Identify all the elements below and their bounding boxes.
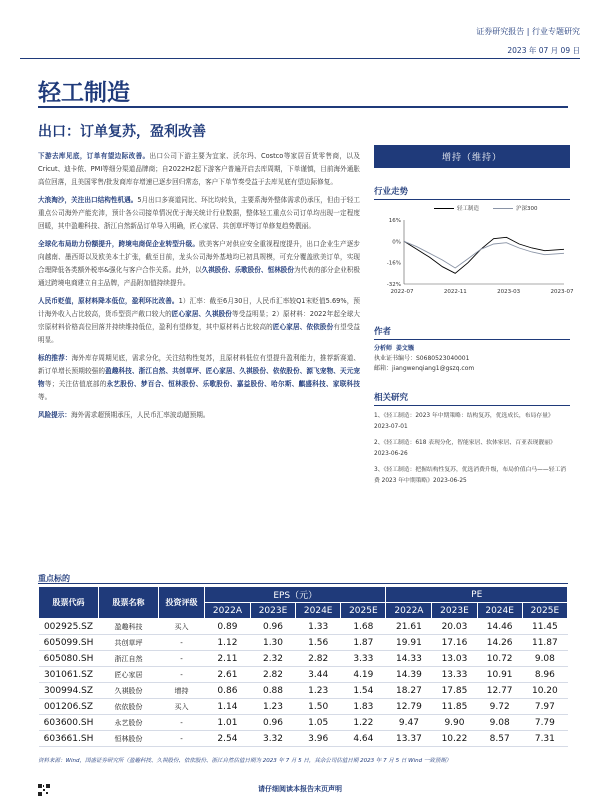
eps-cell: 4.64: [341, 731, 386, 747]
eps-cell: 1.83: [341, 699, 386, 715]
eps-cell: 2.32: [250, 651, 295, 667]
pe-cell: 9.08: [477, 715, 522, 731]
paragraph-text: 有望受益明显。: [38, 323, 361, 344]
name-cell: 浙江自然: [99, 651, 159, 667]
paragraph-lead: 大浪淘沙，关注出口结构性机遇。: [38, 196, 138, 204]
pe-cell: 9.47: [386, 715, 432, 731]
code-cell: 301061.SZ: [39, 667, 99, 683]
name-cell: 久祺股份: [99, 683, 159, 699]
trend-chart-svg: [374, 212, 574, 304]
eps-cell: 1.23: [250, 699, 295, 715]
table-row: [39, 699, 568, 715]
report-date: 2023 年 07 月 09 日: [507, 46, 580, 55]
header-divider: [20, 58, 580, 59]
y-tick-label: -32%: [386, 282, 401, 288]
y-tick-label: -16%: [386, 260, 401, 267]
header-year: 2024E: [296, 603, 341, 619]
rating-cell: 增持: [159, 683, 205, 699]
eps-cell: 1.01: [205, 715, 251, 731]
report-subtitle: 出口：订单复苏，盈利改善: [38, 124, 206, 140]
pe-cell: 17.16: [432, 635, 477, 651]
header-eps: EPS（元）: [205, 587, 386, 603]
table-source-note: 资料来源：Wind，国盛证券研究所（盈趣科技、久祺股份、依依股份、浙江自然估值日期为 2023 年 7 月 5 日，其余公司估值日期 2023 年 7 月 5 日 Wind 一致预期）: [38, 758, 452, 764]
pe-cell: 10.72: [477, 651, 522, 667]
license-number: 执业证书编号：S0680523040001: [374, 355, 470, 362]
paragraph-globalization: [38, 238, 360, 290]
code-cell: 603661.SH: [39, 731, 99, 747]
y-tick-label: 16%: [388, 218, 401, 224]
rating-cell: -: [159, 651, 205, 667]
code-cell: 605080.SH: [39, 651, 99, 667]
paragraph-risk: [38, 409, 360, 422]
code-cell: 603600.SH: [39, 715, 99, 731]
series-line: [404, 241, 564, 268]
pe-cell: 8.96: [522, 667, 567, 683]
eps-cell: 0.86: [205, 683, 251, 699]
header-name: 股票名称: [99, 587, 159, 619]
pe-cell: 21.61: [386, 619, 432, 635]
eps-cell: 1.22: [341, 715, 386, 731]
paragraph-lead: 人民币贬值，原材料降本低位，盈利环比改善。: [38, 297, 179, 305]
paragraph-destock: [38, 150, 360, 189]
eps-cell: 3.44: [296, 667, 341, 683]
table-divider: [38, 583, 568, 584]
header-code: 股票代码: [39, 587, 99, 619]
related-report[interactable]: 1、《轻工制造：2023 年中期策略：结构复苏，优选成长，布局存量》2023-07-01: [374, 413, 554, 430]
pe-cell: 7.97: [522, 699, 567, 715]
x-tick-label: 2023-07: [550, 289, 574, 295]
pe-cell: 11.87: [522, 635, 567, 651]
legend-item: [493, 204, 538, 212]
pe-cell: 17.85: [432, 683, 477, 699]
analyst-name: 姜文镪: [395, 345, 414, 352]
series-line: [404, 237, 564, 273]
eps-cell: 1.23: [296, 683, 341, 699]
table-row: [39, 651, 568, 667]
rating-cell: -: [159, 715, 205, 731]
eps-cell: 1.05: [296, 715, 341, 731]
pe-cell: 10.20: [522, 683, 567, 699]
pe-cell: 14.46: [477, 619, 522, 635]
eps-cell: 0.96: [250, 619, 295, 635]
pe-cell: 9.08: [522, 651, 567, 667]
pe-cell: 9.90: [432, 715, 477, 731]
paragraph-text: 等受益明显；2）原材料：2022年起全球大宗原材料价格高位回落并持续维持低位，盈利有望修复，其中原材料占比较高的: [38, 310, 361, 331]
eps-cell: 1.68: [341, 619, 386, 635]
paragraph-margin: [38, 295, 360, 347]
pe-cell: 12.77: [477, 683, 522, 699]
code-cell: 300994.SZ: [39, 683, 99, 699]
table-row: [39, 715, 568, 731]
name-cell: 恒林股份: [99, 731, 159, 747]
eps-cell: 3.96: [296, 731, 341, 747]
eps-cell: 3.33: [341, 651, 386, 667]
pe-cell: 19.91: [386, 635, 432, 651]
author-section-title: 作者: [374, 322, 570, 340]
eps-cell: 1.14: [205, 699, 251, 715]
x-tick-label: 2022-11: [443, 289, 467, 295]
paragraph-text: 1）汇率：截至6月30日，人民币汇率较Q1末贬值5.69%，预计海外收入占比较高，货币型资产敞口较大的: [38, 297, 360, 318]
pe-cell: 10.22: [432, 731, 477, 747]
paragraph-lead: 风险提示：: [38, 411, 71, 419]
industry-title: 轻工制造: [38, 79, 130, 106]
name-cell: 依依股份: [99, 699, 159, 715]
table-row: [39, 683, 568, 699]
paragraph-text: 等。: [38, 393, 52, 401]
header-year: 2024E: [477, 603, 522, 619]
paragraph-structure: [38, 194, 360, 233]
legend-swatch: [434, 208, 454, 209]
header-pe: PE: [386, 587, 568, 603]
paragraph-text: 5月出口多赛道同比、环比均转负，主要系海外整体需求仍承压，但由于轻工重点公司海外产能充沛，预计各公司接单情况优于海关统计行业数据，整体轻工重点公司订单均出现一定程度回暖，其中盈趣科技、浙江自然新品订单导入明确，匠心家居、共创草坪等订单修复趋势靓丽。: [38, 196, 360, 230]
paragraph-text: 等；关注估值底部的: [44, 380, 107, 388]
name-cell: 匠心家居: [99, 667, 159, 683]
table-row: [39, 667, 568, 683]
eps-cell: 1.54: [341, 683, 386, 699]
rating-cell: 买入: [159, 699, 205, 715]
analyst-label: 分析师: [374, 345, 393, 352]
rating-cell: 买入: [159, 619, 205, 635]
analyst-email[interactable]: 邮箱：jiangwenqiang1@gszq.com: [374, 365, 475, 372]
code-cell: 002925.SZ: [39, 619, 99, 635]
trend-chart: [374, 204, 574, 308]
related-report[interactable]: 2、《轻工制造：618 表现分化，智能家居、软体家居、百亚表现靓丽》2023-06-26: [374, 440, 556, 457]
pe-cell: 9.72: [477, 699, 522, 715]
rating-cell: -: [159, 731, 205, 747]
chart-legend: [434, 204, 570, 212]
table-row: [39, 619, 568, 635]
footer-disclaimer: 请仔细阅读本报告末页声明: [258, 785, 342, 793]
pe-cell: 20.03: [432, 619, 477, 635]
table-title: 重点标的: [38, 574, 70, 583]
header-year: 2023E: [250, 603, 295, 619]
pe-cell: 13.03: [432, 651, 477, 667]
name-cell: 永艺股份: [99, 715, 159, 731]
pe-cell: 7.31: [522, 731, 567, 747]
name-cell: 共创草坪: [99, 635, 159, 651]
paragraph-highlight: 匠心家居、久祺股份: [171, 310, 232, 318]
pe-cell: 7.79: [522, 715, 567, 731]
eps-cell: 1.50: [296, 699, 341, 715]
code-cell: 001206.SZ: [39, 699, 99, 715]
pe-cell: 11.45: [522, 619, 567, 635]
paragraph-highlight: 匠心家居、依依股份: [272, 323, 334, 331]
eps-cell: 2.11: [205, 651, 251, 667]
sidebar: [374, 145, 574, 487]
paragraph-lead: 全球化布局助力份额提升，跨境电商促企业转型升级。: [38, 240, 200, 248]
paragraph-text: 海外需求超预期承压，人民币汇率波动超预期。: [70, 411, 210, 419]
eps-cell: 0.89: [205, 619, 251, 635]
eps-cell: 3.32: [250, 731, 295, 747]
x-tick-label: 2023-03: [497, 289, 521, 295]
paragraph-recommend: [38, 352, 360, 404]
legend-item: [434, 204, 479, 212]
pe-cell: 13.33: [432, 667, 477, 683]
paragraph-lead: 标的推荐：: [38, 354, 72, 362]
eps-cell: 0.96: [250, 715, 295, 731]
related-report[interactable]: 3、《轻工制造：把握结构性复苏，优选消费升级，布局价值白马——轻工消费 2023 年中期策略》2023-06-25: [374, 467, 567, 484]
header-year: 2023E: [432, 603, 477, 619]
trend-section-title: 行业走势: [374, 182, 570, 200]
pe-cell: 14.33: [386, 651, 432, 667]
pe-cell: 14.39: [386, 667, 432, 683]
eps-cell: 4.19: [341, 667, 386, 683]
legend-label: 轻工制造: [457, 206, 480, 212]
related-section-title: 相关研究: [374, 388, 570, 406]
eps-cell: 2.82: [296, 651, 341, 667]
pe-cell: 8.57: [477, 731, 522, 747]
eps-cell: 1.56: [296, 635, 341, 651]
x-tick-label: 2022-07: [390, 289, 414, 295]
paragraph-highlight: 久祺股份、乐歌股份、恒林股份: [201, 266, 294, 274]
pe-cell: 12.79: [386, 699, 432, 715]
pe-cell: 14.26: [477, 635, 522, 651]
eps-cell: 1.30: [250, 635, 295, 651]
pe-cell: 18.27: [386, 683, 432, 699]
paragraph-lead: 下游去库见底，订单有望边际改善。: [38, 152, 150, 160]
paragraph-highlight: 盈趣科技、浙江自然、共创草坪、匠心家居、久祺股份、依依股份、源飞宠物、天元宠物: [38, 367, 360, 388]
rating-cell: -: [159, 667, 205, 683]
header-year: 2025E: [522, 603, 567, 619]
eps-cell: 1.12: [205, 635, 251, 651]
rating-cell: -: [159, 635, 205, 651]
eps-cell: 2.54: [205, 731, 251, 747]
header-year: 2022A: [205, 603, 251, 619]
pe-cell: 13.37: [386, 731, 432, 747]
legend-swatch: [493, 208, 513, 209]
pe-cell: 11.85: [432, 699, 477, 715]
estimates-table: [38, 586, 568, 747]
code-cell: 605099.SH: [39, 635, 99, 651]
eps-cell: 2.61: [205, 667, 251, 683]
pe-cell: 10.91: [477, 667, 522, 683]
paragraph-text: 出口公司下游主要为宜家、沃尔玛、Costco等家居百货零售商，以及Cricut、迪卡侬、PMI等细分渠道品牌商；自2022H2起下游客户普遍开启去库周期，下单谨慎，目前海外通胀高位回落，且美国零售/批发商库存增速已逐步回归常态，客户下单节奏受益于去库见底有望边际修复。: [38, 152, 360, 186]
report-type: 证券研究报告 | 行业专题研究: [476, 27, 580, 36]
name-cell: 盈趣科技: [99, 619, 159, 635]
paragraph-text: 为代表的部分企业积极通过跨境电商建立自主品牌，产品附加值持续提升。: [38, 266, 361, 287]
eps-cell: 1.87: [341, 635, 386, 651]
paragraph-text: 欧美客户对供应安全重视程度提升，出口企业生产逐步向越南、墨西哥以及欧美本土扩张，截至目前，龙头公司海外基地均已初具规模，可充分覆盖欧美订单，实现合理降低各类额外税率&强化与客户合作关系。此外，以: [38, 240, 361, 274]
table-header-row: [39, 587, 568, 603]
paragraph-text: 海外库存周期见底，需求分化，关注结构性复苏，且原材料低位有望提升盈利能力，推荐新赛道、新订单增长预期较强的: [38, 354, 361, 375]
table-row: [39, 731, 568, 747]
paragraph-highlight: 永艺股份、梦百合、恒林股份、乐歌股份、嘉益股份、哈尔斯、麒盛科技、家联科技: [106, 380, 361, 388]
rating-badge: 增持（维持）: [374, 145, 570, 168]
header-year: 2022A: [386, 603, 432, 619]
y-tick-label: 0%: [392, 239, 401, 246]
table-row: [39, 635, 568, 651]
legend-label: 沪深300: [516, 206, 538, 212]
analyst-row: [374, 344, 570, 354]
eps-cell: 2.82: [250, 667, 295, 683]
header-year: 2025E: [341, 603, 386, 619]
eps-cell: 1.33: [296, 619, 341, 635]
eps-cell: 0.88: [250, 683, 295, 699]
title-divider: [38, 106, 568, 108]
summary-column: [38, 150, 360, 427]
header-rating: 投资评级: [159, 587, 205, 619]
